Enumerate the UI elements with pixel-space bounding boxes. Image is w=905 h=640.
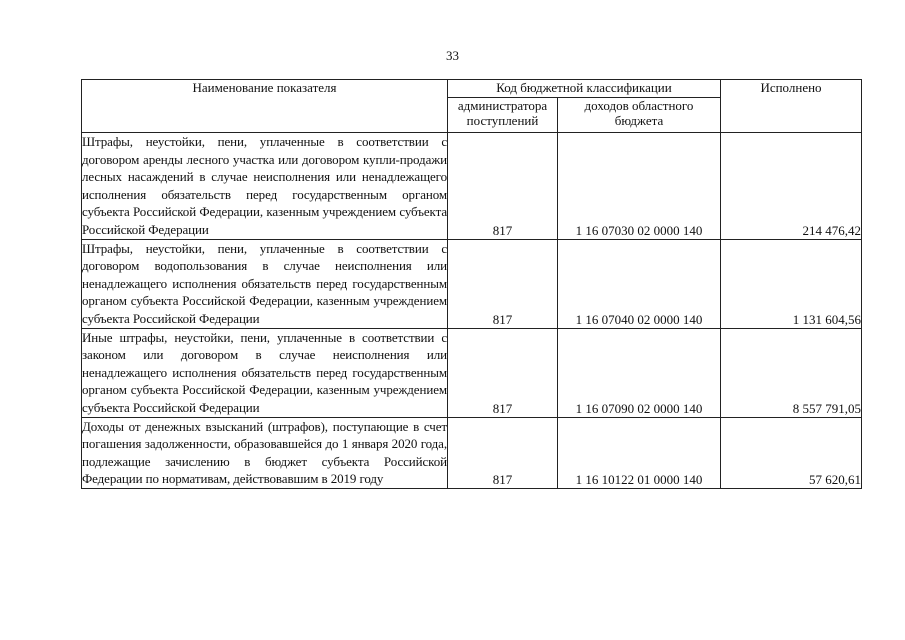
table-row [82,328,862,417]
header-administrator [448,98,558,133]
row-indicator-name: Доходы от денежных взысканий (штрафов), поступающие в счет погашения задолженности, образовавшейся до 1 января 2020 года, подлежащие зачислению в бюджет субъекта Российской Федерации по нормативам, действовавшим в 2019 году [82,417,448,488]
header-administrator-line2: поступлений [466,113,539,128]
row-administrator-code: 817 [448,417,558,488]
table-body [82,133,862,489]
row-income-code: 1 16 07090 02 0000 140 [558,328,721,417]
row-indicator-name: Штрафы, неустойки, пени, уплаченные в соответствии с договором водопользования в случае неисполнения или ненадлежащего исполнения обязательств перед государственным органом субъекта Российской Федерации, казенным учреждением субъекта Российской Федерации [82,239,448,328]
row-administrator-code: 817 [448,328,558,417]
row-administrator-code: 817 [448,239,558,328]
header-regional-income-line1: доходов областного [584,98,694,113]
row-executed-amount: 214 476,42 [721,133,862,240]
header-indicator-name: Наименование показателя [82,80,448,133]
row-executed-amount: 1 131 604,56 [721,239,862,328]
budget-table [81,79,862,489]
header-budget-code: Код бюджетной классификации [448,80,721,98]
table-row [82,239,862,328]
row-income-code: 1 16 07030 02 0000 140 [558,133,721,240]
header-executed: Исполнено [721,80,862,133]
row-income-code: 1 16 07040 02 0000 140 [558,239,721,328]
page-number: 33 [446,48,459,63]
header-regional-income [558,98,721,133]
row-executed-amount: 8 557 791,05 [721,328,862,417]
header-regional-income-line2: бюджета [614,113,664,128]
row-indicator-name: Иные штрафы, неустойки, пени, уплаченные в соответствии с законом или договором в случае неисполнения или ненадлежащего исполнения обязательств перед государственным органом субъекта Российской Федерации, казенным учреждением субъекта Российской Федерации [82,328,448,417]
header-administrator-line1: администратора [457,98,548,113]
row-administrator-code: 817 [448,133,558,240]
row-income-code: 1 16 10122 01 0000 140 [558,417,721,488]
row-indicator-name: Штрафы, неустойки, пени, уплаченные в соответствии с договором аренды лесного участка или договором купли-продажи лесных насаждений в случае неисполнения или ненадлежащего исполнения обязательств перед государственным органом субъекта Российской Федерации, казенным учреждением субъекта Российской Федерации [82,133,448,240]
row-executed-amount: 57 620,61 [721,417,862,488]
table-header [82,80,862,133]
table-row [82,417,862,488]
table-row [82,133,862,240]
